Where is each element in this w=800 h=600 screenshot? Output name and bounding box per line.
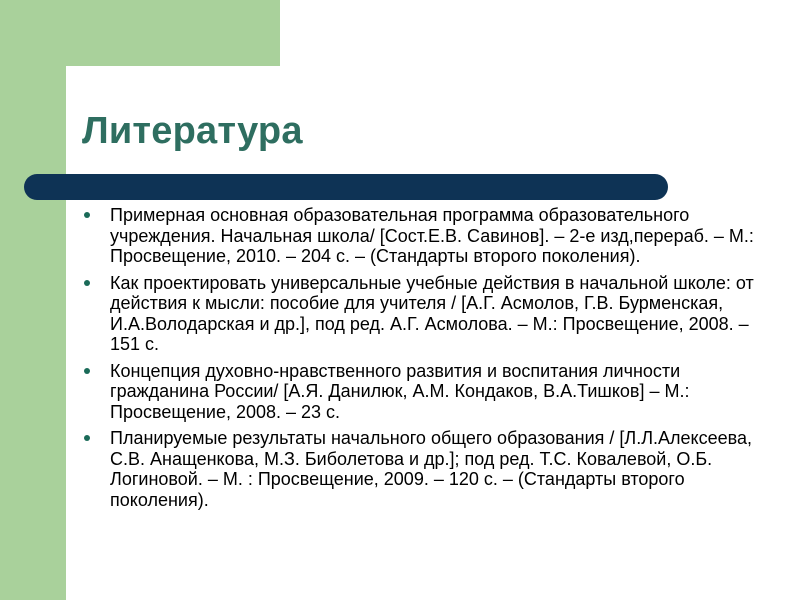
bibliography-item — [80, 273, 760, 355]
decorative-green-corner — [66, 0, 280, 66]
bullet-icon — [84, 280, 90, 286]
bibliography-item-text: Концепция духовно-нравственного развития и воспитания личности гражданина России/ [А.Я. Данилюк, А.М. Кондаков, В.А.Тишков] – М.: Просвещение, 2008. – 23 с. — [110, 360, 690, 422]
bullet-icon — [84, 435, 90, 441]
bibliography-item-text: Планируемые результаты начального общего образования / [Л.Л.Алексеева, С.В. Анащенкова, М.З. Биболетова и др.]; под ред. Т.С. Ковалевой, О.Б. Логиновой. – М. : Просвещение, 2009. – 120 с. – (Стандарты второго поколения). — [110, 428, 752, 510]
bibliography-item-text: Примерная основная образовательная программа образовательного учреждения. Начальная школа/ [Сост.Е.В. Савинов]. – 2-е изд,перераб. – М.: Просвещение, 2010. – 204 с. – (Стандарты второго поколения). — [110, 205, 754, 266]
bibliography-list — [80, 205, 760, 516]
bibliography-item — [80, 361, 760, 423]
decorative-green-band — [0, 0, 66, 600]
bullet-icon — [84, 212, 90, 218]
slide-title: Литература — [82, 110, 303, 152]
bibliography-item-text: Как проектировать универсальные учебные действия в начальной школе: от действия к мысли: пособие для учителя / [А.Г. Асмолов, Г.В. Бурменская, И.А.Володарская и др.], под ред. А.Г. Асмолова. – М.: Просвещение, 2008. – 151 с. — [110, 272, 754, 354]
title-divider-bar — [24, 174, 668, 200]
bibliography-item — [80, 205, 760, 267]
bibliography-item — [80, 428, 760, 510]
bullet-icon — [84, 368, 90, 374]
